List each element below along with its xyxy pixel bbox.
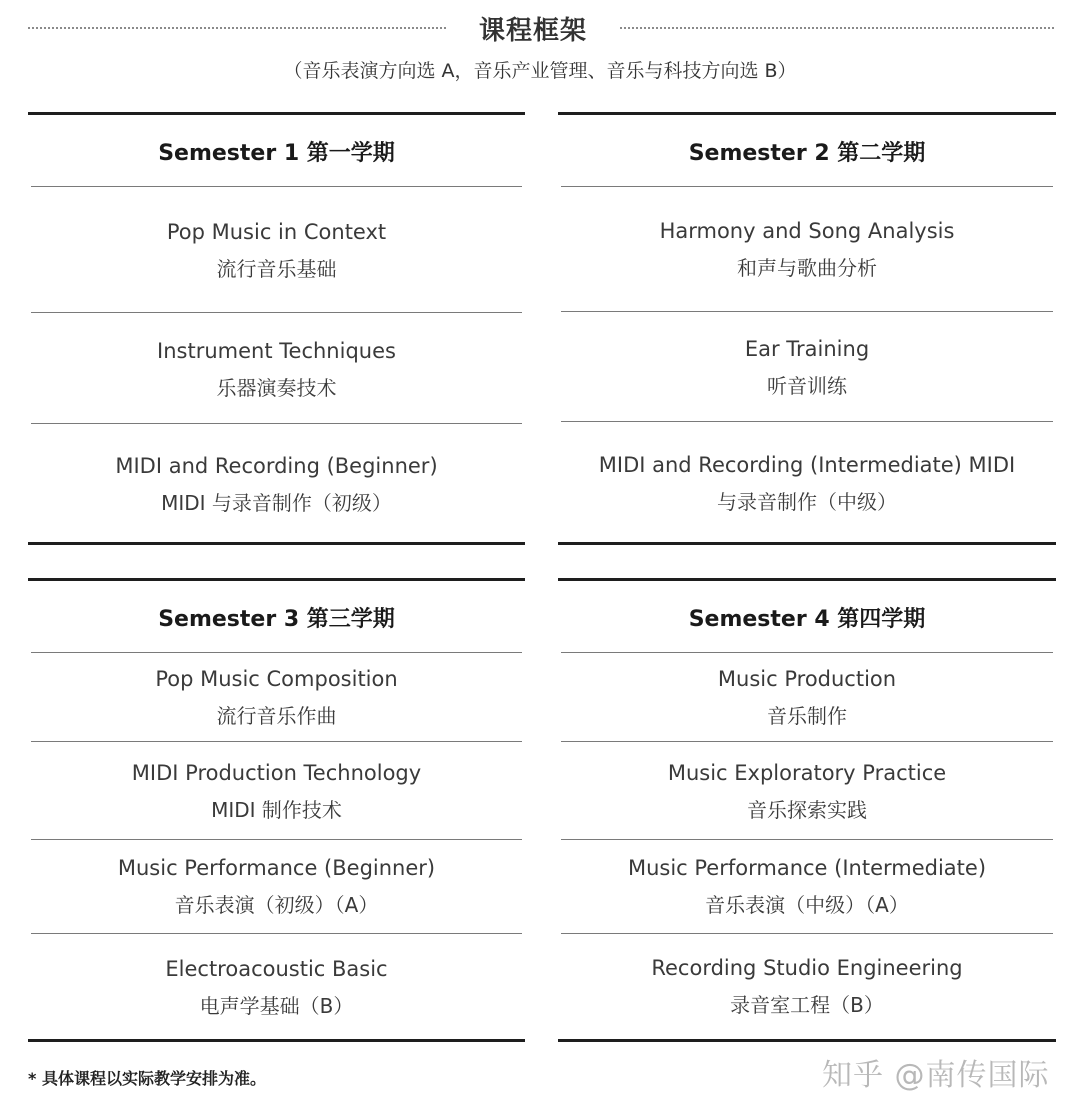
divider xyxy=(31,652,522,653)
divider xyxy=(561,933,1053,934)
course-name-en: Ear Training xyxy=(744,337,870,361)
divider xyxy=(561,186,1053,187)
course-item xyxy=(558,854,1056,919)
divider xyxy=(31,312,522,313)
course-name-en: Instrument Techniques xyxy=(157,339,396,363)
divider xyxy=(561,741,1053,742)
course-item xyxy=(28,854,525,919)
course-item xyxy=(28,759,525,824)
divider xyxy=(561,421,1053,422)
course-name-en: MIDI and Recording (Beginner) xyxy=(115,454,438,478)
course-name-zh: 音乐制作 xyxy=(767,704,847,728)
panel-bottom-rule xyxy=(558,1039,1056,1042)
divider xyxy=(31,423,522,424)
course-name-zh: 音乐表演（初级）（A） xyxy=(174,893,379,917)
course-name-zh: 乐器演奏技术 xyxy=(216,376,337,400)
course-item xyxy=(558,451,1056,516)
course-item xyxy=(558,954,1056,1019)
course-item xyxy=(28,337,525,402)
course-name-en: Pop Music in Context xyxy=(166,220,387,244)
page-subtitle: （音乐表演方向选 A，音乐产业管理、音乐与科技方向选 B） xyxy=(283,60,797,82)
semester-panel-1 xyxy=(28,112,525,548)
panel-bottom-rule xyxy=(28,1039,525,1042)
divider xyxy=(31,933,522,934)
course-item xyxy=(558,217,1056,282)
semester-panel-4 xyxy=(558,578,1056,1044)
course-item xyxy=(28,665,525,730)
course-name-en: Music Exploratory Practice xyxy=(667,761,947,785)
course-item xyxy=(558,665,1056,730)
page-title: 课程框架 xyxy=(478,16,587,46)
course-name-zh: 电声学基础（B） xyxy=(199,994,354,1018)
course-name-en: Recording Studio Engineering xyxy=(651,956,963,980)
course-name-zh: 录音室工程（B） xyxy=(730,993,884,1017)
course-name-en: Music Production xyxy=(717,667,897,691)
course-item xyxy=(28,452,525,517)
panel-top-rule xyxy=(558,112,1056,115)
course-name-en: MIDI Production Technology xyxy=(131,761,422,785)
panel-top-rule xyxy=(28,578,525,581)
divider xyxy=(31,186,522,187)
dotted-divider-right xyxy=(620,27,1054,29)
divider xyxy=(561,652,1053,653)
course-name-zh: 音乐表演（中级）（A） xyxy=(705,893,909,917)
divider xyxy=(561,311,1053,312)
course-item xyxy=(28,955,525,1020)
course-name-zh: 音乐探索实践 xyxy=(747,798,867,822)
course-name-en: Music Performance (Beginner) xyxy=(117,856,436,880)
course-name-en: Music Performance (Intermediate) xyxy=(627,856,987,880)
footnote: * 具体课程以实际教学安排为准。 xyxy=(28,1069,266,1088)
semester-title: Semester 3 第三学期 xyxy=(158,607,395,632)
panel-top-rule xyxy=(28,112,525,115)
course-name-zh: 流行音乐基础 xyxy=(216,257,337,281)
course-name-zh: 流行音乐作曲 xyxy=(216,704,337,728)
watermark: 知乎 @南传国际 xyxy=(822,1058,1050,1093)
semester-title: Semester 4 第四学期 xyxy=(688,607,926,632)
panel-bottom-rule xyxy=(558,542,1056,545)
semester-title: Semester 2 第二学期 xyxy=(688,141,926,166)
course-item xyxy=(28,218,525,283)
course-name-en: MIDI and Recording (Intermediate) MIDI xyxy=(598,453,1016,477)
course-name-zh: 和声与歌曲分析 xyxy=(737,256,877,280)
course-name-en: Electroacoustic Basic xyxy=(165,957,388,981)
panel-top-rule xyxy=(558,578,1056,581)
semester-panel-2 xyxy=(558,112,1056,548)
dotted-divider-left xyxy=(28,27,446,29)
semester-title: Semester 1 第一学期 xyxy=(158,141,395,166)
course-item xyxy=(558,335,1056,400)
divider xyxy=(31,741,522,742)
page-header xyxy=(0,0,1080,110)
course-name-zh: MIDI 与录音制作（初级） xyxy=(161,491,392,515)
divider xyxy=(31,839,522,840)
course-name-en: Pop Music Composition xyxy=(155,667,398,691)
divider xyxy=(561,839,1053,840)
course-item xyxy=(558,759,1056,824)
course-name-zh: 与录音制作（中级） xyxy=(717,490,897,514)
course-name-zh: MIDI 制作技术 xyxy=(211,798,342,822)
course-name-zh: 听音训练 xyxy=(767,374,847,398)
panel-bottom-rule xyxy=(28,542,525,545)
semester-panel-3 xyxy=(28,578,525,1044)
course-name-en: Harmony and Song Analysis xyxy=(659,219,955,243)
